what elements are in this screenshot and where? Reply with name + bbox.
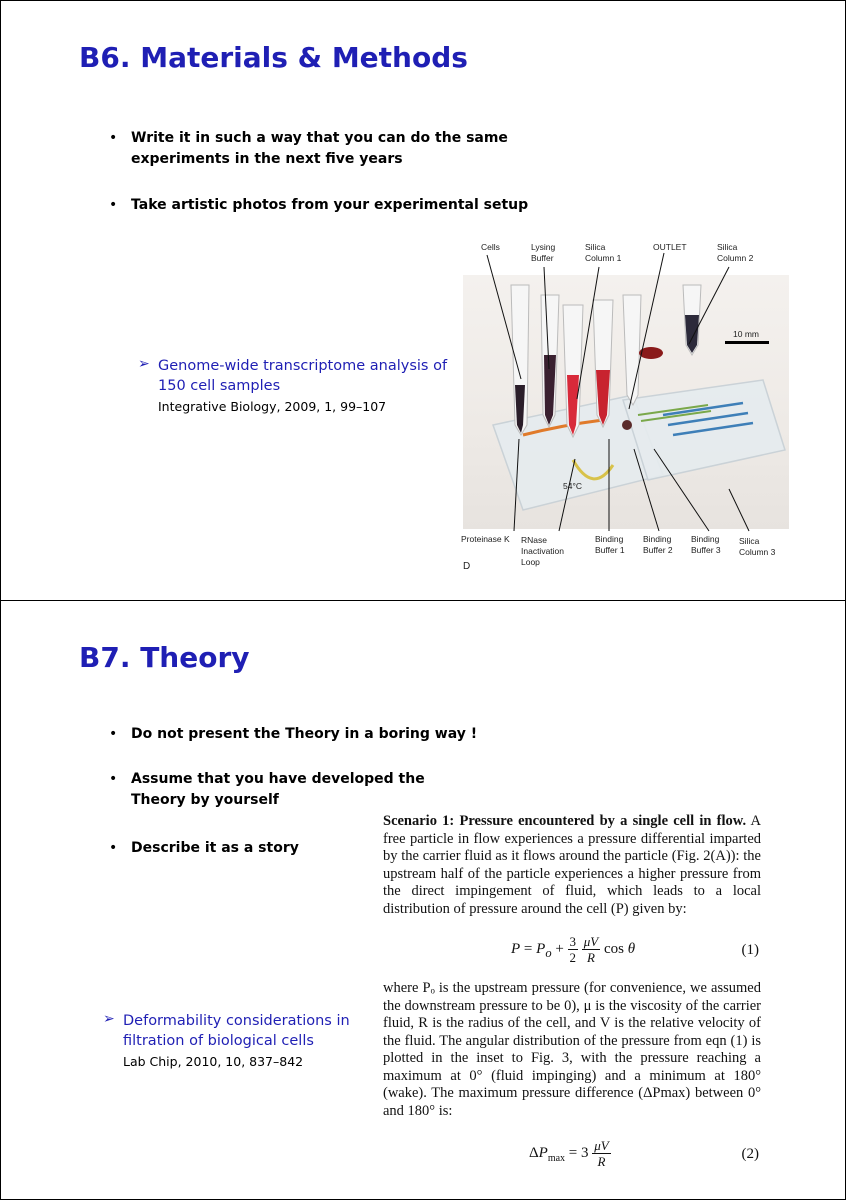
figure-label: RNase Inactivation Loop [521, 535, 564, 567]
figure-label: Binding Buffer 2 [643, 534, 673, 555]
bullet-item: • Describe it as a story [131, 838, 351, 859]
slide-title: B7. Theory [79, 641, 250, 674]
chip-illustration [463, 275, 789, 529]
temperature-label: 54°C [563, 481, 582, 491]
slide-theory [0, 600, 846, 1200]
equation-1: $P = P_o$ + $\frac{3}{2}$ $\frac{\mu V}{R}$ cos θ (1) [511, 934, 759, 965]
equation-number: (2) [741, 1146, 759, 1162]
article-excerpt [383, 813, 761, 1180]
article-paragraph: Scenario 1: Pressure encountered by a single cell in flow. A free particle in flow experiences a pressure differential imparted by the carrier fluid as it flows around the particle (Fig. 2(A)): the upstream half of the particle experiences a higher pressure from the direct impingement of fluid, which leads to a local distribution of pressure around the cell (P) given by: [383, 813, 761, 917]
article-heading: Scenario 1: Pressure encountered by a single cell in flow. [383, 813, 747, 829]
bullet-dot-icon: • [109, 726, 118, 742]
bullet-dot-icon: • [109, 197, 118, 213]
arrow-bullet-icon: ➢ [103, 1011, 115, 1027]
equation-number: (1) [741, 942, 759, 958]
bullet-dot-icon: • [109, 130, 118, 146]
equation-2: $\Delta P_{max} = 3$ $\frac{\mu V}{R}$ (2) [529, 1138, 759, 1169]
figure-label: OUTLET [653, 242, 687, 252]
scale-bar [725, 341, 769, 344]
figure-label: Binding Buffer 3 [691, 534, 721, 555]
experimental-setup-photo [459, 239, 791, 571]
figure-label: Binding Buffer 1 [595, 534, 625, 555]
figure-label: Silica Column 2 [717, 242, 754, 263]
bullet-item: • Assume that you have developed the Theory by yourself [109, 771, 425, 808]
photo-microfluidic-chip [463, 275, 789, 529]
bullet-dot-icon: • [109, 771, 118, 787]
panel-letter: D [463, 561, 471, 572]
reference: ➢ Genome-wide transcriptome analysis of 150 cell samples Integrative Biology, 2009, 1, 99–107 [138, 356, 448, 414]
figure-label: Cells [481, 242, 500, 252]
figure-label: Silica Column 3 [739, 536, 776, 557]
scale-label: 10 mm [733, 329, 759, 339]
arrow-bullet-icon: ➢ [138, 356, 150, 372]
article-paragraph: where Pₒ is the upstream pressure (for convenience, we assumed the downstream pressure to be 0), μ is the viscosity of the carrier fluid, R is the radius of the cell, and V is the relative velocity of the fluid. The angular distribution of the pressure from eqn (1) is plotted in the inset to Fig. 3, with the pressure reaching a maximum at 0° (fluid impinging) and a minimum at 180° (wake). The maximum pressure difference (ΔPmax) between 0° and 180° is: [383, 980, 761, 1119]
reference: ➢ Deformability considerations in filtration of biological cells Lab Chip, 2010, 10, 837–842 [103, 1011, 350, 1069]
slide-title: B6. Materials & Methods [79, 41, 468, 74]
bullet-item: • Take artistic photos from your experimental setup [131, 195, 531, 216]
bullet-item: • Do not present the Theory in a boring way ! [131, 724, 491, 745]
slide-materials-methods [0, 0, 846, 601]
bullet-dot-icon: • [109, 840, 118, 856]
figure-label: Lysing Buffer [531, 242, 556, 263]
bullet-item: • Write it in such a way that you can do the same experiments in the next five years [109, 130, 508, 167]
figure-label: Silica Column 1 [585, 242, 622, 263]
figure-label: Proteinase K [461, 534, 510, 544]
